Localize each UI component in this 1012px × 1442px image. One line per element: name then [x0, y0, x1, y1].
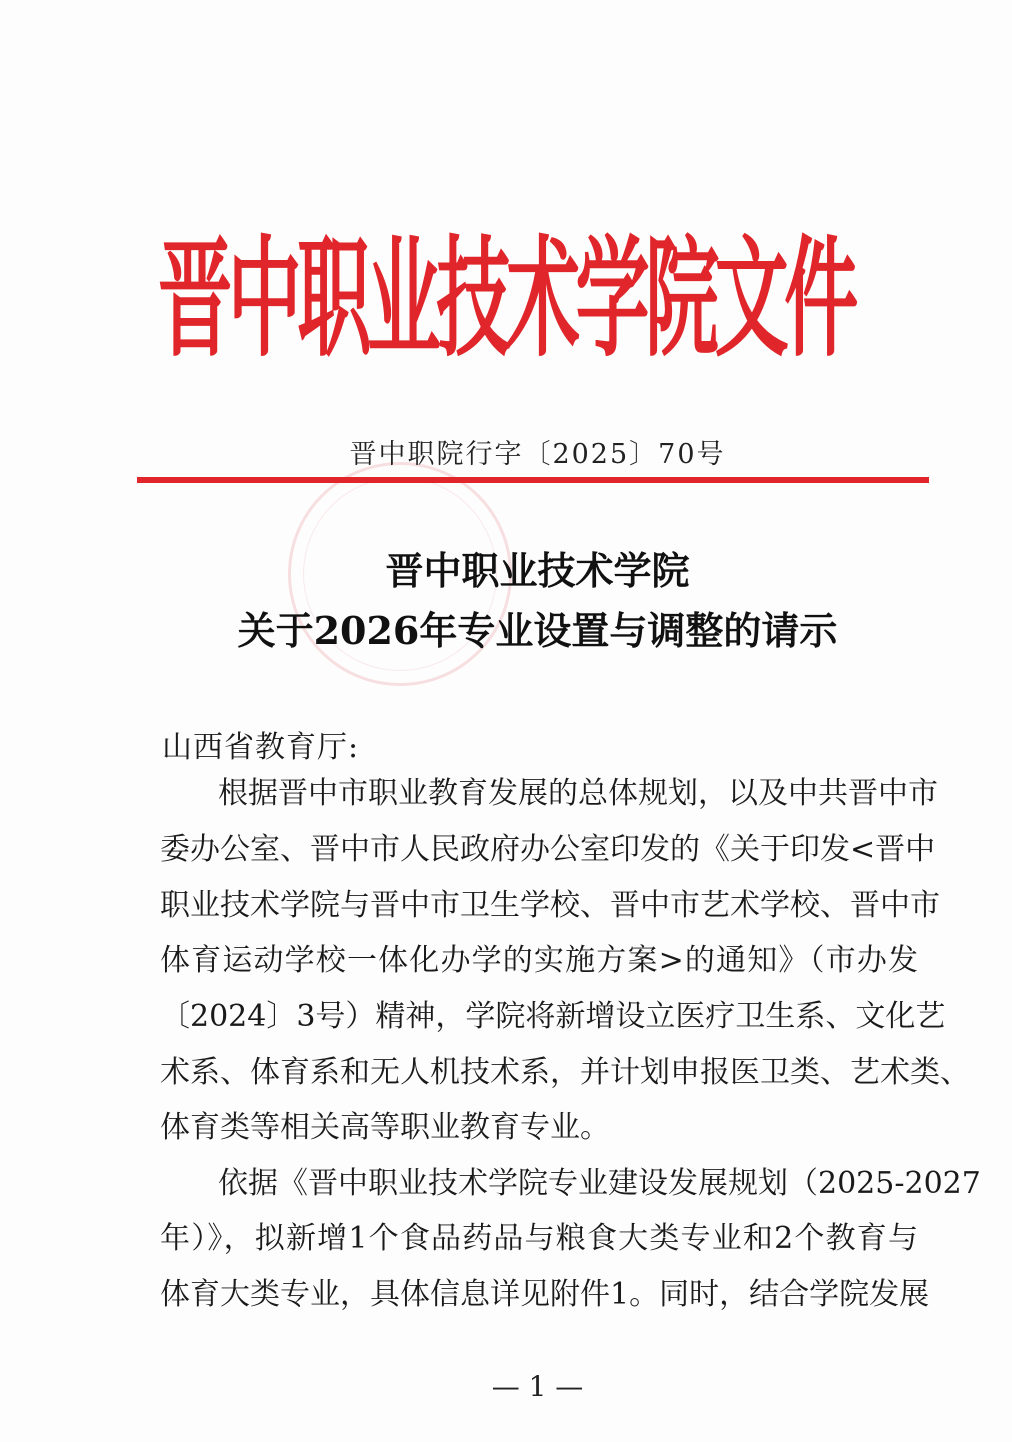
paragraph1-line: 委办公室、晋中市人民政府办公室印发的《关于印发<晋中	[160, 832, 936, 867]
document-header: 晋中职业技术学院文件	[158, 222, 854, 375]
paragraph2-line: 年）》，拟新增1个食品药品与粮食大类专业和2个教育与	[160, 1221, 918, 1256]
paragraph1-line: 根据晋中市职业教育发展的总体规划，以及中共晋中市	[218, 776, 938, 811]
page-number: — 1 —	[491, 1370, 584, 1403]
paragraph1-line: 术系、体育系和无人机技术系，并计划申报医卫类、艺术类、	[160, 1055, 970, 1090]
red-divider-rule	[137, 477, 929, 483]
paragraph1-line: 〔2024〕3号）精神，学院将新增设立医疗卫生系、文化艺	[160, 999, 946, 1034]
paragraph1-line: 职业技术学院与晋中市卫生学校、晋中市艺术学校、晋中市	[160, 888, 940, 923]
addressee: 山西省教育厅:	[162, 730, 360, 765]
document-title-line1: 晋中职业技术学院	[385, 548, 690, 593]
bleed-through-text	[150, 82, 930, 134]
document-number: 晋中职院行字〔2025〕70号	[349, 439, 726, 470]
paragraph2-line: 体育大类专业，具体信息详见附件1。同时，结合学院发展	[160, 1277, 930, 1312]
paragraph2-line: 依据《晋中职业技术学院专业建设发展规划（2025-2027	[218, 1166, 981, 1201]
paragraph1-line: 体育类等相关高等职业教育专业。	[160, 1110, 610, 1145]
paragraph1-line: 体育运动学校一体化办学的实施方案>的通知》（市办发	[160, 943, 918, 978]
document-title-line2: 关于2026年专业设置与调整的请示	[237, 608, 838, 653]
